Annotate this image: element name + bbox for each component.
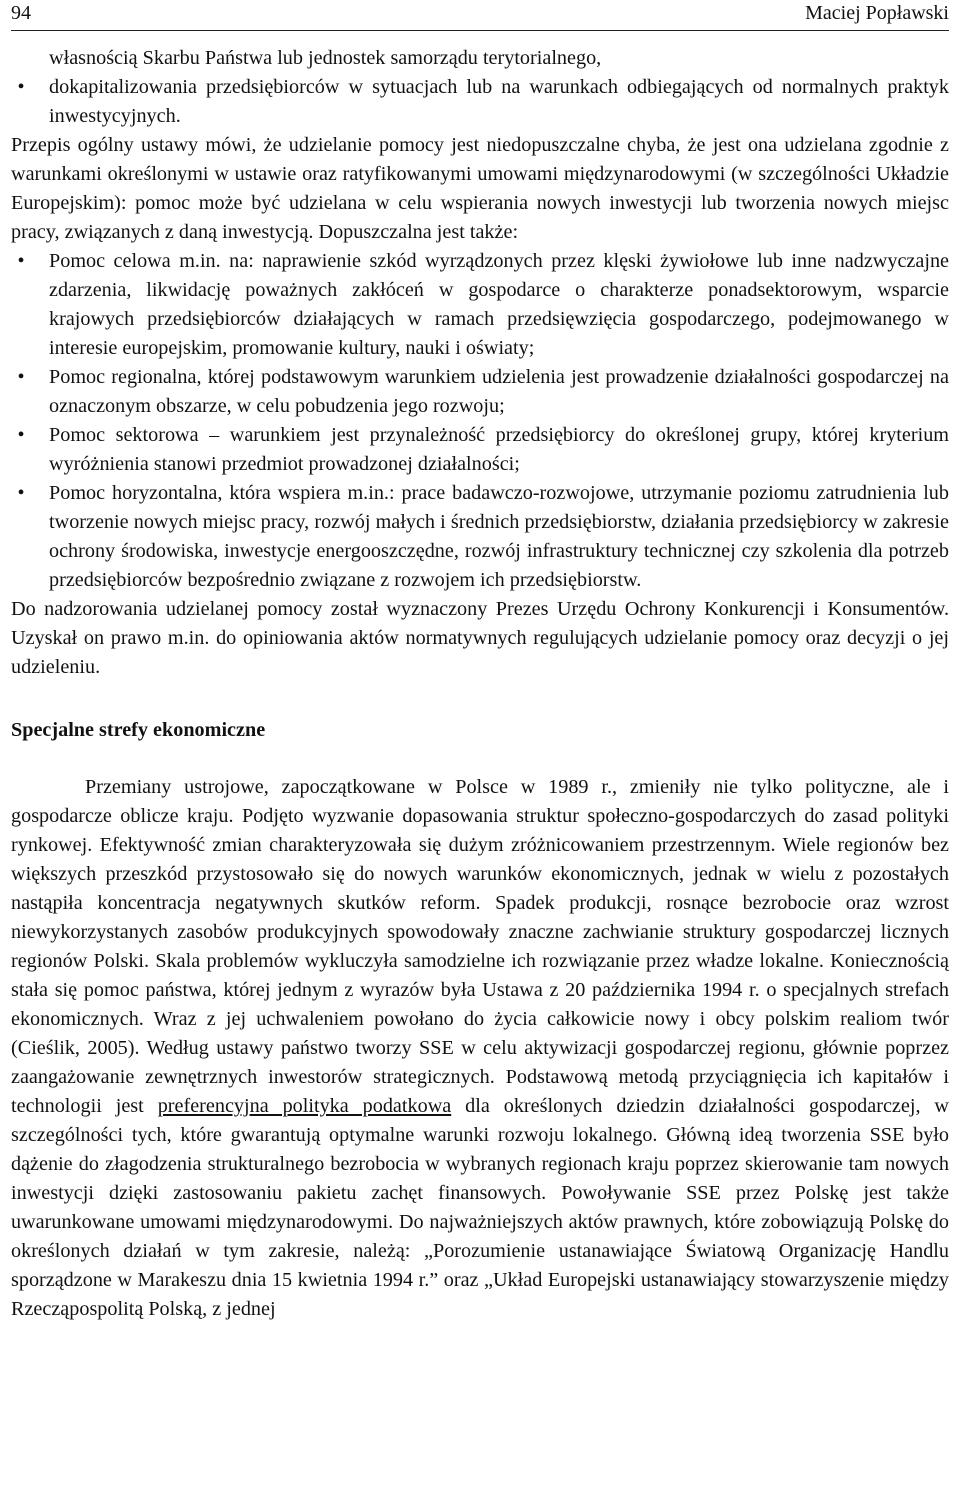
list-item [11,247,949,363]
list-item [11,73,949,131]
running-header [11,0,949,31]
list-item-continuation [11,44,949,73]
bullet-icon: • [17,482,25,504]
paragraph: Do nadzorowania udzielanej pomocy został wyznaczony Prezes Urzędu Ochrony Konkurencji i Konsumentów. Uzyskał on prawo m.in. do opiniowania aktów normatywnych regulujących udzielanie pomocy oraz decyzji o jej udzieleniu. [11,598,949,678]
list-item [11,479,949,595]
bullet-icon: • [17,366,25,388]
bullet-icon: • [17,250,25,272]
list-item-text: Pomoc celowa m.in. na: naprawienie szkód wyrządzonych przez klęski żywiołowe lub inne nadzwyczajne zdarzenia, likwidację poważnych zakłóceń w gospodarce o charakterze ponadsektorowym, wsparcie krajowych przedsiębiorców działających w ramach przedsięwzięcia gospodarczego, podejmowanego w interesie europejskim, promowanie kultury, nauki i oświaty; [49,250,949,359]
list-item-text: Pomoc regionalna, której podstawowym warunkiem udzielenia jest prowadzenie działalności gospodarczej na oznaczonym obszarze, w celu pobudzenia jego rozwoju; [49,366,949,417]
list-item [11,421,949,479]
page-number: 94 [11,2,31,24]
list-item-text: Pomoc horyzontalna, która wspiera m.in.: prace badawczo-rozwojowe, utrzymanie poziomu zatrudnienia lub tworzenie nowych miejsc pracy, rozwój małych i średnich przedsiębiorstw, działania przedsiębiorcy w zakresie ochrony środowiska, inwestycje energooszczędne, rozwój infrastruktury technicznej czy szkolenia dla potrzeb przedsiębiorców bezpośrednio związane z rozwojem ich przedsiębiorstw. [49,482,949,591]
bullet-icon: • [17,424,25,446]
paragraph-text: dla określonych dziedzin działalności gospodarczej, w szczególności tych, które gwarantują optymalne warunki rozwoju lokalnego. Główną ideą tworzenia SSE było dążenie do złagodzenia strukturalnego bezrobocia w wybranych regionach kraju poprzez skierowanie tam nowych inwestycji dzięki zastosowaniu pakietu zachęt finansowych. Powoływanie SSE przez Polskę jest także uwarunkowane umowami międzynarodowymi. Do najważniejszych aktów prawnych, które zobowiązują Polskę do określonych działań w tym zakresie, należą: „Porozumienie ustanawiające Światową Organizację Handlu sporządzone w Marakeszu dnia 15 kwietnia 1994 r.” oraz „Układ Europejski ustanawiający stowarzyszenie między Rzecząpospolitą Polską, z jednej [11,1095,949,1320]
list-item-text: Pomoc sektorowa – warunkiem jest przynależność przedsiębiorcy do określonej grupy, której kryterium wyróżnienia stanowi przedmiot prowadzonej działalności; [49,424,949,475]
paragraph [11,773,949,1324]
list-item [11,363,949,421]
paragraph: Przepis ogólny ustawy mówi, że udzielanie pomocy jest niedopuszczalne chyba, że jest ona udzielana zgodnie z warunkami określonymi w ustawie oraz ratyfikowanymi umowami międzynarodowymi (w szczególności Układzie Europejskim): pomoc może być udzielana w celu wspierania nowych inwestycji lub tworzenia nowych miejsc pracy, związanych z daną inwestycją. Dopuszczalna jest także: [11,134,949,243]
list-item-text: dokapitalizowania przedsiębiorców w sytuacjach lub na warunkach odbiegających od normalnych praktyk inwestycyjnych. [49,76,949,127]
page-body [11,44,949,1324]
section-heading: Specjalne strefy ekonomiczne [11,719,266,741]
paragraph-text: Przemiany ustrojowe, zapoczątkowane w Polsce w 1989 r., zmieniły nie tylko polityczne, ale i gospodarcze oblicze kraju. Podjęto wyzwanie dopasowania struktur społeczno-gospodarczych do zasad polityki rynkowej. Efektywność zmian charakteryzowała się dużym zróżnicowaniem przestrzennym. Wiele regionów bez większych przeszkód przystosowało się do nowych warunków ekonomicznych, jednak w wielu z pozostałych nastąpiła koncentracja negatywnych skutków reform. Spadek produkcji, rosnące bezrobocie oraz wzrost niewykorzystanych zasobów produkcyjnych spowodowały znaczne zachwianie struktury gospodarczej licznych regionów Polski. Skala problemów wykluczyła samodzielne ich rozwiązanie przez władze lokalne. Koniecznością stała się pomoc państwa, której jednym z wyrazów była Ustawa z 20 października 1994 r. o specjalnych strefach ekonomicznych. Wraz z jej uchwaleniem powołano do życia całkowicie nowy i obcy polskim realiom twór (Cieślik, 2005). Według ustawy państwo tworzy SSE w celu aktywizacji gospodarczej regionu, głównie poprzez zaangażowanie zewnętrznych inwestorów strategicznych. Podstawową metodą przyciągnięcia ich kapitałów i technologii jest [11,776,949,1117]
running-author: Maciej Popławski [805,2,949,24]
list-item-text: własnością Skarbu Państwa lub jednostek samorządu terytorialnego, [49,47,602,69]
underlined-phrase: preferencyjna polityka podatkowa [157,1095,452,1117]
bullet-icon: • [17,76,25,98]
